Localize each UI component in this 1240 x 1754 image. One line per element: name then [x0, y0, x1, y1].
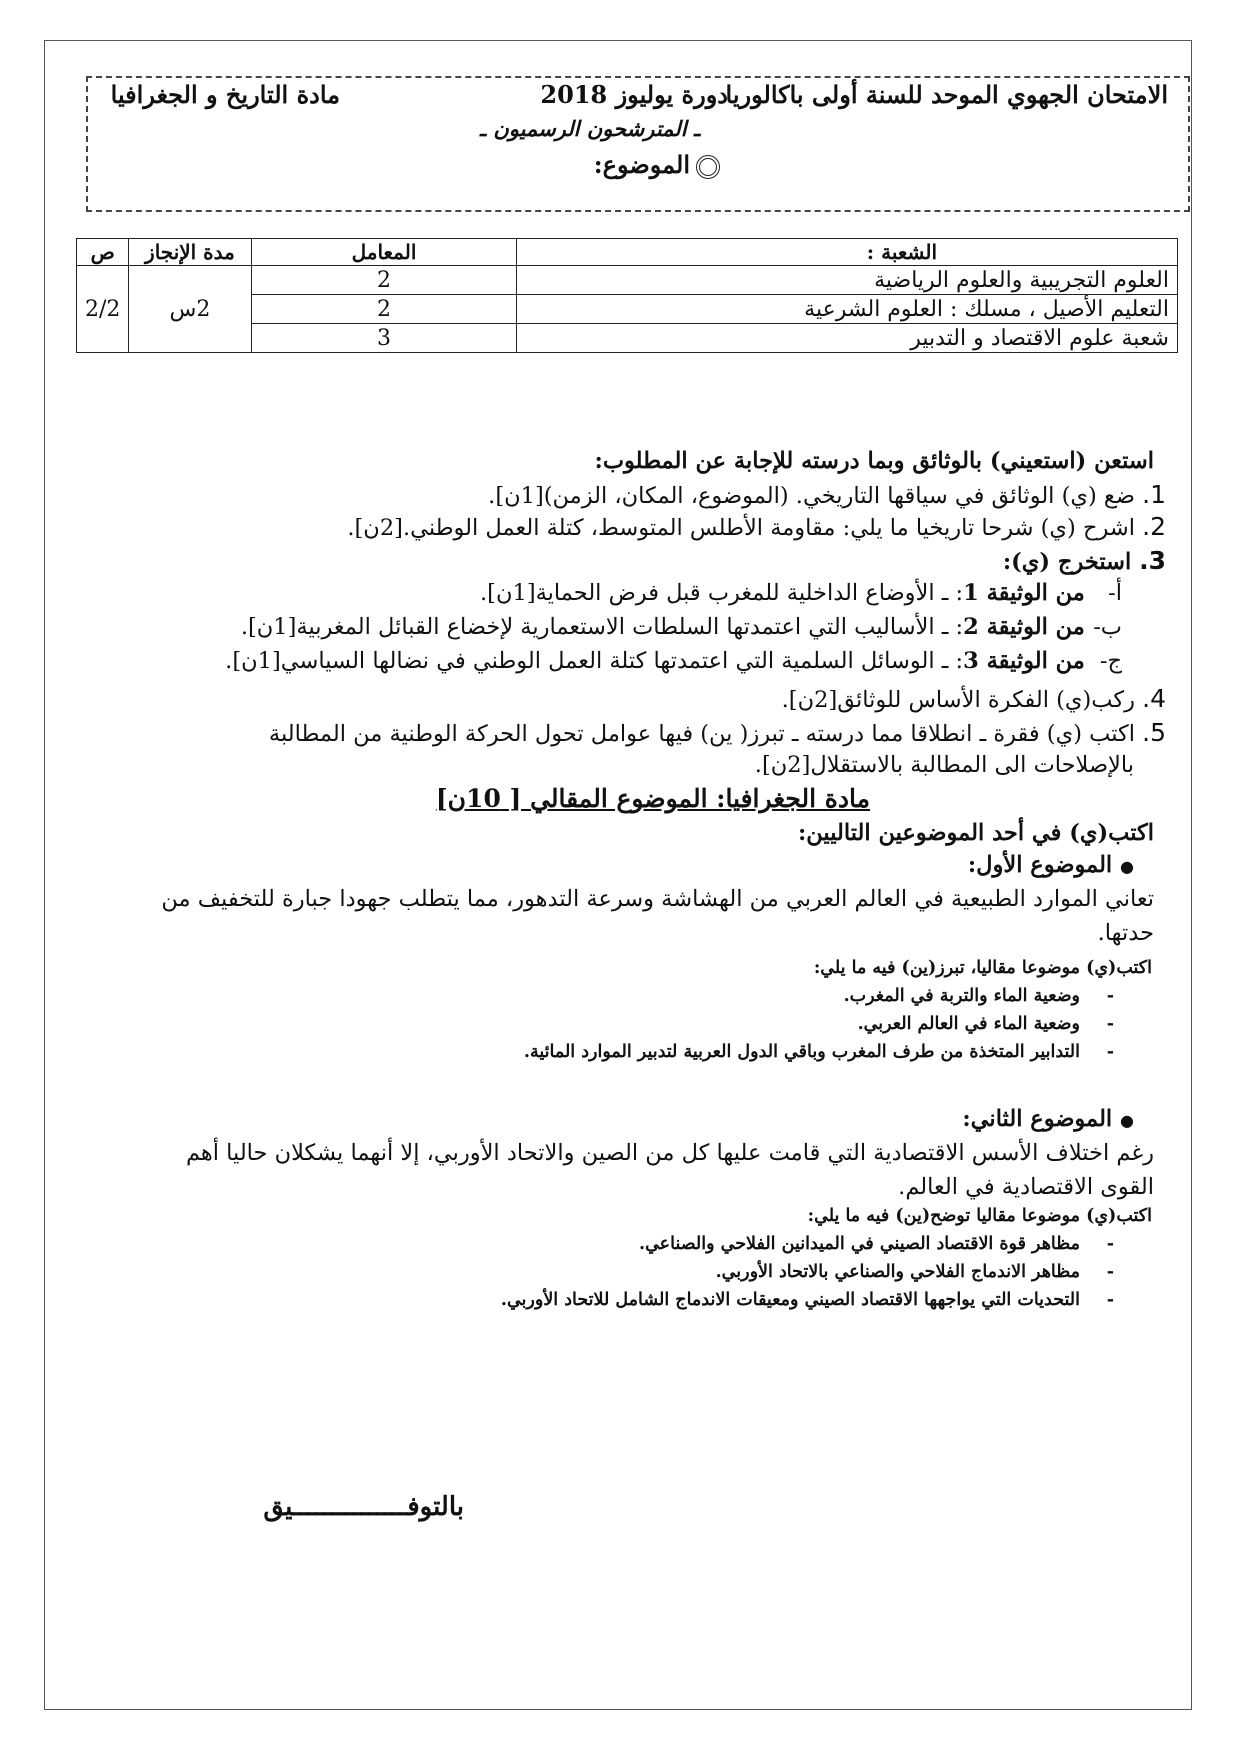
topic-label-row	[594, 150, 720, 179]
branch-cell: التعليم الأصيل ، مسلك : العلوم الشرعية	[517, 295, 1178, 324]
question-2	[347, 512, 1166, 541]
topic-2-heading	[962, 1106, 1134, 1132]
dash-icon: -	[1106, 1014, 1114, 1034]
candidates-label: ـ المترشحون الرسميون ـ	[479, 116, 700, 141]
list-item	[716, 1262, 1114, 1282]
list-item	[844, 986, 1114, 1006]
topic-2-text-end: القوى الاقتصادية في العالم.	[898, 1174, 1154, 1200]
list-item-text: التدابير المتخذة من طرف المغرب وباقي الدول العربية لتدبير الموارد المائية.	[523, 1042, 1080, 1062]
document-label: من الوثيقة 3	[963, 648, 1085, 674]
topic-1-text-end: حدتها.	[1097, 920, 1154, 946]
bullet-dot-icon: ●	[1120, 1111, 1134, 1130]
dash-icon: -	[1106, 1042, 1114, 1062]
topic-heading: الموضوع الثاني:	[962, 1106, 1113, 1132]
geography-choose: اكتب(ي) في أحد الموضوعين التاليين:	[798, 820, 1154, 846]
document-label: من الوثيقة 1	[963, 580, 1085, 606]
coefficient-cell: 2	[251, 266, 517, 295]
item-letter: ب-	[1093, 614, 1122, 640]
bullet-dot-icon: ●	[1120, 857, 1134, 876]
list-item-text: وضعية الماء والتربة في المغرب.	[843, 986, 1080, 1006]
list-item-text: التحديات التي يواجهها الاقتصاد الصيني ومعيقات الاندماج الشامل للاتحاد الأوربي.	[500, 1290, 1080, 1310]
question-4	[782, 684, 1166, 713]
question-text: ركب(ي) الفكرة الأساس للوثائق[2ن].	[781, 687, 1135, 713]
topic-label: الموضوع:	[593, 150, 690, 179]
list-item	[639, 1234, 1114, 1254]
question-text: اكتب (ي) فقرة ـ انطلاقا مما درسته ـ تبرز( ين) فيها عوامل تحول الحركة الوطنية من المطالبة	[268, 721, 1135, 747]
circle-bullet-icon	[696, 155, 720, 179]
exam-session: دورة يوليوز 2018	[540, 80, 728, 109]
coefficient-cell: 3	[251, 324, 517, 353]
dash-icon: -	[1106, 1234, 1114, 1254]
question-3c	[225, 648, 1122, 674]
question-3b	[241, 614, 1122, 640]
header-coefficient: المعامل	[251, 239, 517, 266]
question-number: 2.	[1142, 512, 1166, 541]
branch-cell: شعبة علوم الاقتصاد و التدبير	[517, 324, 1178, 353]
list-item-text: مظاهر قوة الاقتصاد الصيني في الميدانين الفلاحي والصناعي.	[639, 1234, 1080, 1254]
question-3	[1003, 546, 1166, 575]
topic-2-instruction: اكتب(ي) موضوعا مقاليا توضح(ين) فيه ما يلي:	[807, 1206, 1152, 1226]
header-duration: مدة الإنجاز	[129, 239, 251, 266]
topic-2-text: رغم اختلاف الأسس الاقتصادية التي قامت عليها كل من الصين والاتحاد الأوربي، إلا أنهما يشكلان حاليا أهم	[185, 1140, 1154, 1166]
closing-good-luck: بالتوفـــــــــــــــيق	[263, 1492, 464, 1522]
question-text: ضع (ي) الوثائق في سياقها التاريخي. (الموضوع، المكان، الزمن)[1ن].	[488, 483, 1135, 509]
exam-title: الامتحان الجهوي الموحد للسنة أولى باكالوريا	[725, 80, 1168, 109]
question-text: اشرح (ي) شرحا تاريخيا ما يلي: مقاومة الأطلس المتوسط، كتلة العمل الوطني.[2ن].	[347, 515, 1135, 541]
question-number: 5.	[1142, 718, 1166, 747]
item-text: : ـ الأوضاع الداخلية للمغرب قبل فرض الحماية[1ن].	[480, 580, 964, 606]
topic-1-heading	[968, 852, 1134, 878]
item-letter: ج-	[1099, 648, 1122, 674]
dash-icon: -	[1106, 1290, 1114, 1310]
coefficient-cell: 2	[251, 295, 517, 324]
question-3a	[480, 580, 1122, 606]
table-header-row	[77, 239, 1178, 266]
exam-subject: مادة التاريخ و الجغرافيا	[110, 80, 340, 109]
question-1	[488, 480, 1166, 509]
exam-info-table	[76, 238, 1178, 353]
question-text: استخرج (ي):	[1002, 549, 1132, 575]
dash-icon: -	[1106, 1262, 1114, 1282]
header-page: ص	[77, 239, 129, 266]
topic-1-instruction: اكتب(ي) موضوعا مقاليا، تبرز(ين) فيه ما يلي:	[813, 958, 1152, 978]
item-text: : ـ الأساليب التي اعتمدتها السلطات الاستعمارية لإخضاع القبائل المغربية[1ن].	[240, 614, 964, 640]
list-item	[501, 1290, 1114, 1310]
table-row	[77, 266, 1178, 295]
list-item	[858, 1014, 1114, 1034]
question-number: 4.	[1142, 684, 1166, 713]
question-5-continued: بالإصلاحات الى المطالبة بالاستقلال[2ن].	[754, 752, 1134, 778]
header-branch: الشعبة :	[517, 239, 1178, 266]
history-intro: استعن (استعيني) بالوثائق وبما درسته للإجابة عن المطلوب:	[594, 448, 1154, 474]
question-number: 1.	[1142, 480, 1166, 509]
document-label: من الوثيقة 2	[963, 614, 1085, 640]
list-item-text: مظاهر الاندماج الفلاحي والصناعي بالاتحاد الأوربي.	[715, 1262, 1080, 1282]
topic-1-text: تعاني الموارد الطبيعية في العالم العربي من الهشاشة وسرعة التدهور، مما يتطلب جهودا جبارة للتخفيف من	[161, 886, 1154, 912]
branch-cell: العلوم التجريبية والعلوم الرياضية	[517, 266, 1178, 295]
duration-cell: 2س	[129, 266, 251, 353]
page-cell: 2/2	[77, 266, 129, 353]
geography-title: مادة الجغرافيا: الموضوع المقالي [ 10ن]	[435, 784, 870, 813]
dash-icon: -	[1106, 986, 1114, 1006]
question-5	[269, 718, 1166, 747]
item-letter: أ-	[1108, 580, 1122, 606]
item-text: : ـ الوسائل السلمية التي اعتمدتها كتلة العمل الوطني في نضالها السياسي[1ن].	[225, 648, 964, 674]
list-item-text: وضعية الماء في العالم العربي.	[857, 1014, 1080, 1034]
topic-heading: الموضوع الأول:	[967, 852, 1113, 878]
question-number: 3.	[1139, 546, 1166, 575]
list-item	[524, 1042, 1114, 1062]
